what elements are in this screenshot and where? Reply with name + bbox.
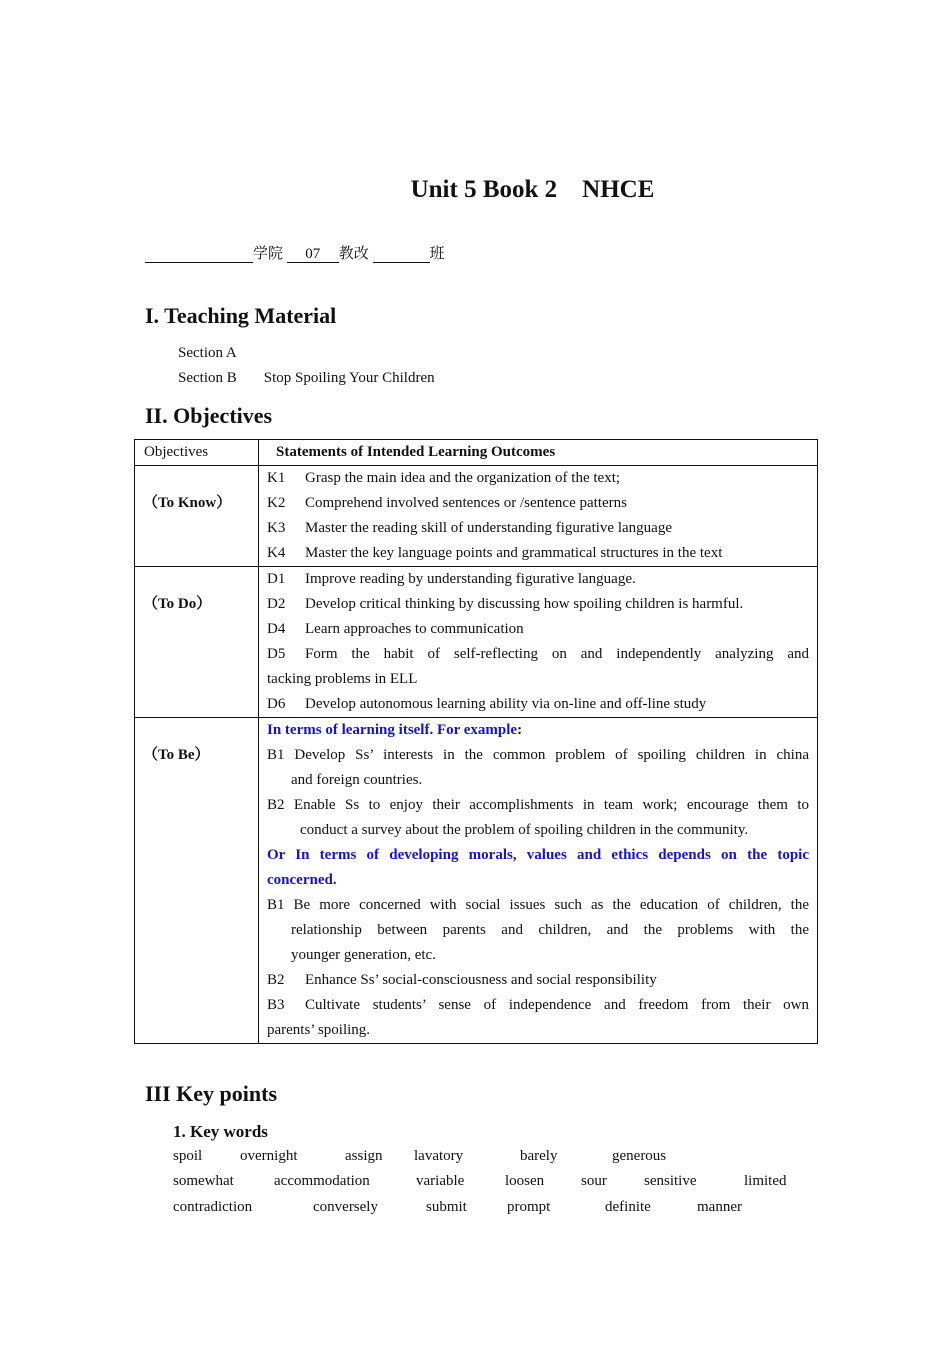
list-item: D5 Form the habit of self-reflecting on and independently analyzing and	[267, 646, 809, 662]
program-label: 教改	[338, 246, 369, 262]
key-word: submit	[426, 1199, 467, 1215]
key-word: overnight	[240, 1148, 298, 1164]
class-label: 班	[429, 246, 445, 262]
key-words-subheading: 1. Key words	[173, 1122, 268, 1141]
list-item: D2 Develop critical thinking by discussing how spoiling children is harmful.	[267, 596, 744, 612]
key-word: loosen	[505, 1173, 545, 1189]
list-item: D1 Improve reading by understanding figurative language.	[267, 571, 636, 587]
morals-intro-continuation: concerned.	[267, 872, 337, 888]
list-item: B2 Enhance Ss’ social-consciousness and social responsibility	[267, 972, 657, 988]
table-row-know	[135, 466, 818, 567]
be-items	[259, 718, 818, 1044]
key-word: sensitive	[644, 1173, 697, 1189]
section-b-label: Section B	[178, 370, 237, 386]
section-a-item	[178, 345, 237, 362]
table-row-do	[135, 567, 818, 718]
key-word: manner	[697, 1199, 742, 1215]
list-item: K1 Grasp the main idea and the organization of the text;	[267, 470, 621, 486]
key-word: lavatory	[414, 1148, 464, 1164]
section-heading-objectives: II. Objectives	[145, 403, 273, 428]
key-word: sour	[581, 1173, 607, 1189]
section-b-title: Stop Spoiling Your Children	[263, 370, 435, 386]
key-word: assign	[345, 1148, 383, 1164]
key-word: spoil	[173, 1148, 203, 1164]
list-item: B2 Enable Ss to enjoy their accomplishments in team work; encourage them to	[267, 797, 809, 813]
key-word: limited	[744, 1173, 787, 1189]
category-to-know: （To Know）	[143, 495, 232, 511]
class-info-line	[145, 242, 445, 263]
key-word: definite	[605, 1199, 651, 1215]
list-item: D6 Develop autonomous learning ability via on-line and off-line study	[267, 696, 707, 712]
section-heading-teaching-material: I. Teaching Material	[145, 303, 337, 328]
key-word: variable	[416, 1173, 465, 1189]
class-blank[interactable]	[373, 246, 430, 263]
key-word: barely	[520, 1148, 558, 1164]
header-statements: Statements of Intended Learning Outcomes	[276, 444, 556, 460]
key-word: prompt	[507, 1199, 551, 1215]
category-to-do: （To Do）	[143, 596, 212, 612]
list-item: K4 Master the key language points and grammatical structures in the text	[267, 545, 723, 561]
section-heading-key-points: III Key points	[145, 1081, 278, 1106]
list-item: D4 Learn approaches to communication	[267, 621, 524, 637]
table-header-row	[135, 440, 818, 466]
list-item-continuation: younger generation, etc.	[291, 947, 436, 963]
list-item: B1 Develop Ss’ interests in the common problem of spoiling children in china	[267, 747, 809, 763]
list-item-continuation: tacking problems in ELL	[267, 671, 418, 687]
list-item: B3 Cultivate students’ sense of independence and freedom from their own	[267, 997, 809, 1013]
key-word: conversely	[313, 1199, 378, 1215]
key-word: contradiction	[173, 1199, 253, 1215]
list-item: K3 Master the reading skill of understanding figurative language	[267, 520, 672, 536]
list-item-continuation: parents’ spoiling.	[267, 1022, 371, 1038]
morals-intro: Or In terms of developing morals, values and ethics depends on the topic	[267, 847, 809, 863]
table-row-be	[135, 718, 818, 1044]
key-word: accommodation	[274, 1173, 370, 1189]
list-item-continuation: conduct a survey about the problem of spoiling children in the community.	[300, 822, 749, 838]
key-word: generous	[612, 1148, 667, 1164]
know-items	[259, 466, 818, 567]
do-items	[259, 567, 818, 718]
category-to-be: （To Be）	[143, 747, 210, 763]
year-field[interactable]: 07	[287, 246, 339, 263]
list-item-continuation: and foreign countries.	[291, 772, 423, 788]
learning-intro: In terms of learning itself. For example:	[267, 722, 523, 738]
objectives-table	[134, 439, 818, 1044]
section-b-item	[178, 370, 435, 387]
college-label: 学院	[253, 246, 284, 262]
key-word: somewhat	[173, 1173, 234, 1189]
list-item: B1 Be more concerned with social issues such as the education of children, the	[267, 897, 809, 913]
college-blank[interactable]	[145, 246, 253, 263]
list-item: K2 Comprehend involved sentences or /sentence patterns	[267, 495, 627, 511]
section-a-label: Section A	[178, 345, 237, 361]
page-title: Unit 5 Book 2 NHCE	[410, 176, 655, 203]
header-objectives: Objectives	[144, 444, 209, 460]
list-item-continuation: relationship between parents and children, and the problems with the	[291, 922, 809, 938]
